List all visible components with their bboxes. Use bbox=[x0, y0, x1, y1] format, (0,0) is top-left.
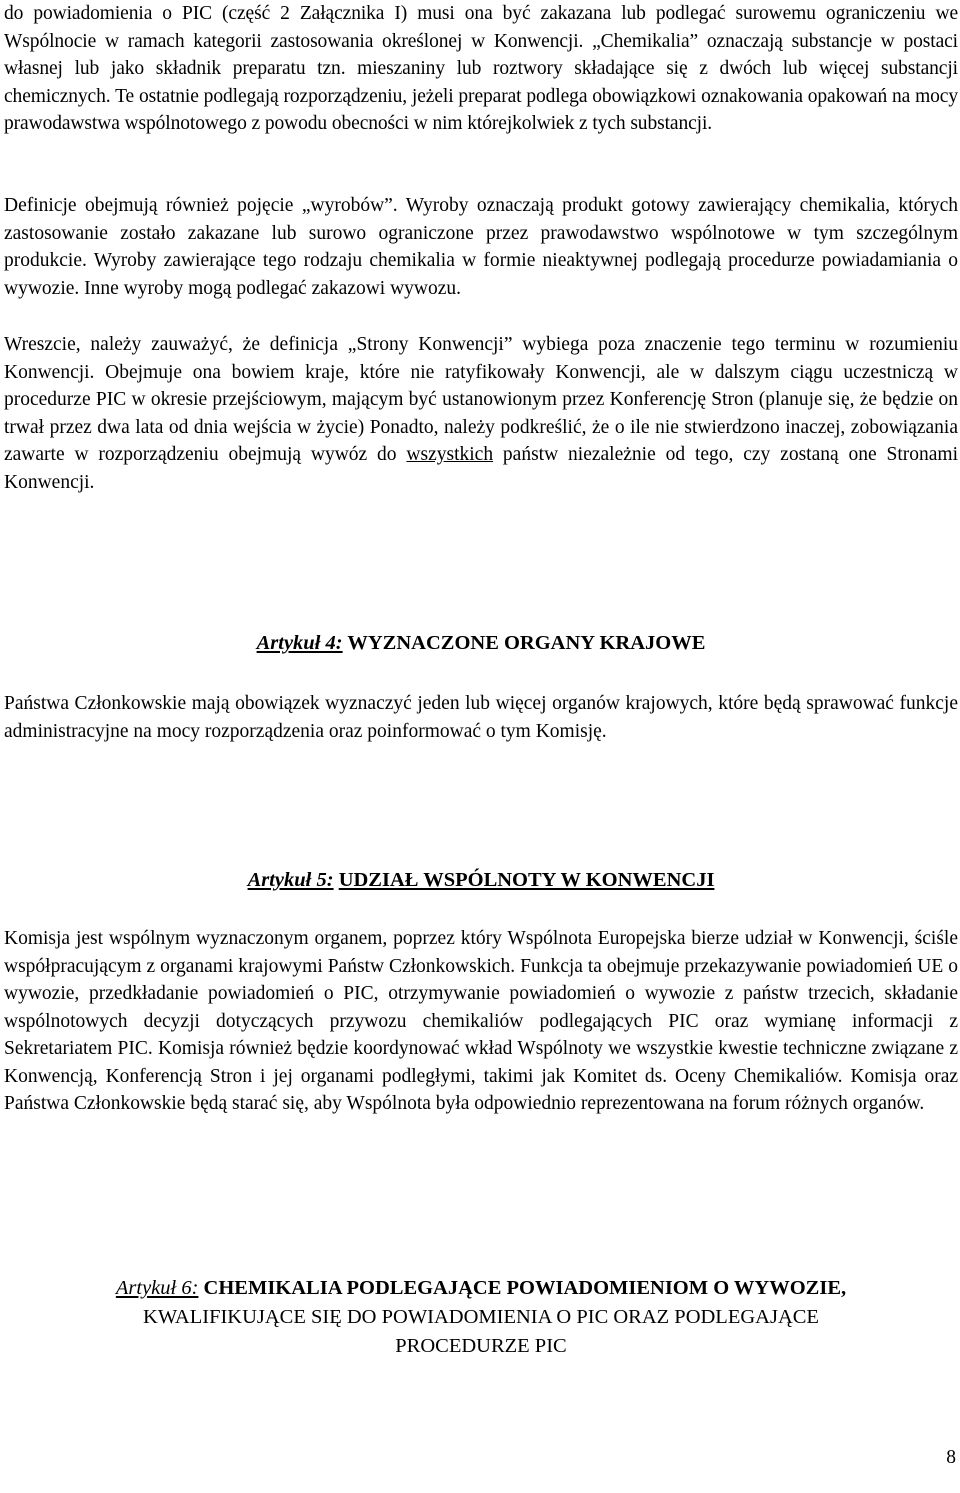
page-number: 8 bbox=[946, 1447, 956, 1468]
article-6-title-line-2: KWALIFIKUJĄCE SIĘ DO POWIADOMIENIA O PIC ORAZ PODLEGAJĄCE bbox=[143, 1306, 819, 1328]
article-6-heading bbox=[4, 1274, 958, 1361]
article-4-title: WYZNACZONE ORGANY KRAJOWE bbox=[347, 632, 706, 654]
article-5-title: UDZIAŁ WSPÓLNOTY W KONWENCJI bbox=[338, 869, 715, 891]
article-6-title-line-3: PROCEDURZE PIC bbox=[395, 1335, 567, 1357]
paragraph-parties-definition bbox=[4, 331, 958, 496]
article-6-title-line-1: CHEMIKALIA PODLEGAJĄCE POWIADOMIENIOM O WYWOZIE, bbox=[203, 1277, 847, 1299]
article-4-heading bbox=[4, 629, 958, 658]
paragraph-article-5: Komisja jest wspólnym wyznaczonym organem, poprzez który Wspólnota Europejska bierze udział w Konwencji, ściśle współpracującym z organami krajowymi Państw Członkowskich. Funkcja ta obejmuje przekazywanie powiadomień UE o wywozie, przedkładanie powiadomień o PIC, otrzymywanie powiadomień o wywozie z państw trzecich, składanie wspólnotowych decyzji dotyczących przywozu chemikaliów podlegających PIC oraz wymianę informacji z Sekretariatem PIC. Komisja również będzie koordynować wkład Wspólnoty we wszystkie kwestie techniczne związane z Konwencją, Konferencją Stron i jej organami podległymi, takimi jak Komitet ds. Oceny Chemikaliów. Komisja oraz Państwa Członkowskie będą starać się, aby Wspólnota była odpowiednio reprezentowana na forum różnych organów. bbox=[4, 928, 958, 1114]
paragraph-definitions-chemicals: do powiadomienia o PIC (część 2 Załącznika I) musi ona być zakazana lub podlegać surowemu ograniczeniu we Wspólnocie w ramach kategorii zastosowania określonej w Konwencji. „Chemikalia” oznaczają substancje w postaci własnej lub jako składnik preparatu tzn. mieszaniny lub roztwory składające się z dwóch lub więcej substancji chemicznych. Te ostatnie podlegają rozporządzeniu, jeżeli preparat podlega obowiązkowi oznakowania opakowań na mocy prawodawstwa wspólnotowego z powodu obecności w nim którejkolwiek z tych substancji. bbox=[4, 3, 958, 134]
article-6-label: Artykuł 6: bbox=[115, 1277, 199, 1299]
paragraph-parties-text-end: państw niezależnie od tego, czy zostaną one Stronami Konwencji. bbox=[4, 444, 959, 493]
article-6-heading-line-1 bbox=[4, 1274, 958, 1303]
article-5-heading bbox=[4, 866, 958, 895]
paragraph-parties-text-start: Wreszcie, należy zauważyć, że definicja „Strony Konwencji” wybiega poza znaczenie tego terminu w rozumieniu Konwencji. Obejmuje ona bowiem kraje, które nie ratyfikowały Konwencji, ale w dalszym ciągu uczestniczą w procedurze PIC w okresie przejściowym, mającym być ustanowionym przez Konferencję Stron (planuje się, że będzie on trwał przez dwa lata od dnia wejścia w życie) Ponadto, należy podkreślić, że o ile nie stwierdzono inaczej, zobowiązania zawarte w rozporządzeniu obejmują wywóz do bbox=[4, 334, 958, 465]
article-5-label: Artykuł 5: bbox=[247, 869, 334, 891]
underlined-word: wszystkich bbox=[406, 444, 494, 465]
article-4-label: Artykuł 4: bbox=[256, 632, 343, 654]
paragraph-definitions-articles: Definicje obejmują również pojęcie „wyrobów”. Wyroby oznaczają produkt gotowy zawierający chemikalia, których zastosowanie zostało zakazane lub surowo ograniczone przez prawodawstwo wspólnotowe w tym szczególnym produkcie. Wyroby zawierające tego rodzaju chemikalia w formie nieaktywnej podlegają procedurze powiadamiania o wywozie. Inne wyroby mogą podlegać zakazowi wywozu. bbox=[4, 195, 958, 299]
paragraph-article-4: Państwa Członkowskie mają obowiązek wyznaczyć jeden lub więcej organów krajowych, które będą sprawować funkcje administracyjne na mocy rozporządzenia oraz poinformować o tym Komisję. bbox=[4, 693, 958, 742]
